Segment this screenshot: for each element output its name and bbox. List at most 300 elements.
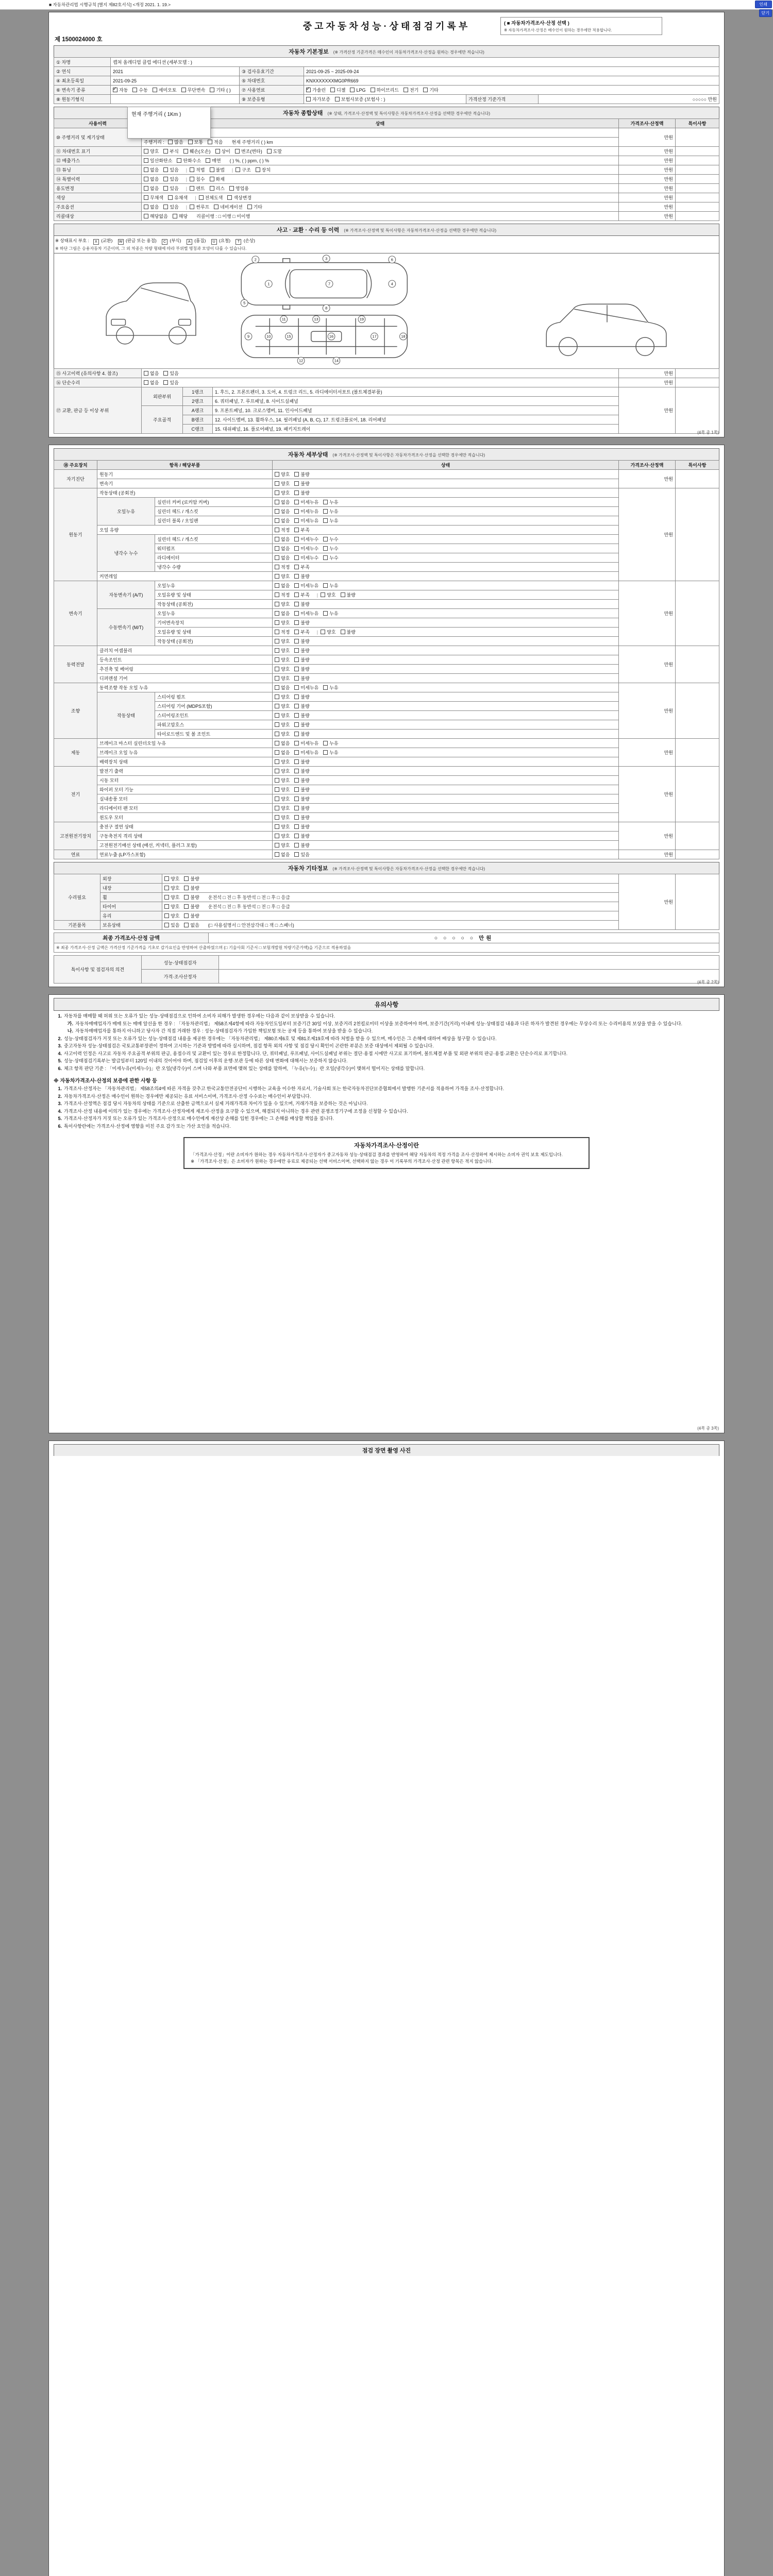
checkbox-option[interactable] bbox=[113, 87, 128, 93]
checkbox-option[interactable] bbox=[144, 148, 159, 155]
checkbox-option[interactable] bbox=[184, 912, 199, 919]
checkbox-option[interactable] bbox=[275, 480, 290, 487]
checkbox-option[interactable] bbox=[350, 88, 365, 93]
checkbox-option[interactable] bbox=[323, 499, 338, 505]
checkbox-option[interactable] bbox=[256, 166, 271, 173]
checkbox[interactable] bbox=[275, 778, 279, 783]
checkbox[interactable] bbox=[190, 177, 194, 181]
checkbox-option[interactable] bbox=[404, 87, 418, 93]
checkbox[interactable] bbox=[275, 472, 279, 477]
checkbox-option[interactable] bbox=[275, 703, 290, 709]
checkbox-option[interactable] bbox=[206, 157, 221, 164]
checkbox[interactable] bbox=[294, 676, 299, 681]
checkbox[interactable] bbox=[350, 88, 355, 92]
checkbox-option[interactable] bbox=[164, 894, 179, 901]
checkbox-option[interactable] bbox=[294, 610, 318, 617]
checkbox[interactable] bbox=[275, 537, 279, 541]
checkbox-option[interactable] bbox=[294, 740, 318, 747]
checkbox[interactable] bbox=[294, 796, 299, 801]
checkbox-option[interactable] bbox=[144, 157, 172, 164]
checkbox[interactable] bbox=[294, 583, 299, 588]
checkbox[interactable] bbox=[113, 88, 117, 92]
checkbox[interactable] bbox=[275, 750, 279, 755]
checkbox-option[interactable] bbox=[190, 176, 205, 182]
checkbox[interactable] bbox=[267, 149, 272, 154]
checkbox[interactable] bbox=[163, 205, 168, 209]
checkbox[interactable] bbox=[294, 602, 299, 606]
checkbox-option[interactable] bbox=[153, 87, 177, 93]
checkbox[interactable] bbox=[275, 732, 279, 736]
checkbox-option[interactable] bbox=[294, 768, 309, 774]
checkbox-option[interactable] bbox=[294, 758, 309, 765]
checkbox[interactable] bbox=[275, 620, 279, 625]
checkbox[interactable] bbox=[215, 149, 220, 154]
checkbox-option[interactable] bbox=[294, 629, 309, 635]
checkbox[interactable] bbox=[294, 509, 299, 514]
checkbox[interactable] bbox=[294, 620, 299, 625]
checkbox-option[interactable] bbox=[275, 508, 290, 515]
checkbox[interactable] bbox=[294, 722, 299, 727]
checkbox[interactable] bbox=[210, 186, 214, 191]
checkbox[interactable] bbox=[275, 500, 279, 504]
checkbox-option[interactable] bbox=[294, 619, 309, 626]
checkbox-option[interactable] bbox=[294, 823, 309, 830]
checkbox-option[interactable] bbox=[190, 204, 209, 210]
checkbox[interactable] bbox=[275, 583, 279, 588]
checkbox-option[interactable] bbox=[294, 471, 309, 478]
checkbox-option[interactable] bbox=[173, 213, 188, 219]
checkbox-option[interactable] bbox=[163, 148, 178, 155]
checkbox[interactable] bbox=[164, 923, 169, 927]
checkbox[interactable] bbox=[144, 205, 148, 209]
checkbox[interactable] bbox=[335, 97, 340, 101]
checkbox[interactable] bbox=[184, 923, 189, 927]
checkbox[interactable] bbox=[164, 886, 169, 890]
checkbox[interactable] bbox=[294, 500, 299, 504]
checkbox-option[interactable] bbox=[168, 139, 183, 145]
checkbox-option[interactable] bbox=[275, 517, 290, 524]
checkbox-option[interactable] bbox=[323, 749, 338, 756]
checkbox-option[interactable] bbox=[144, 194, 163, 201]
checkbox-option[interactable] bbox=[294, 786, 309, 793]
checkbox-option[interactable] bbox=[227, 194, 251, 201]
checkbox[interactable] bbox=[163, 380, 168, 385]
checkbox-option[interactable] bbox=[294, 517, 318, 524]
checkbox[interactable] bbox=[294, 694, 299, 699]
checkbox[interactable] bbox=[294, 750, 299, 755]
checkbox[interactable] bbox=[323, 500, 328, 504]
checkbox-option[interactable] bbox=[184, 903, 199, 910]
checkbox-option[interactable] bbox=[321, 629, 335, 635]
checkbox-option[interactable] bbox=[423, 87, 438, 93]
checkbox-option[interactable] bbox=[275, 527, 290, 533]
checkbox[interactable] bbox=[173, 214, 177, 218]
checkbox[interactable] bbox=[256, 167, 260, 172]
checkbox-option[interactable] bbox=[294, 833, 309, 839]
checkbox[interactable] bbox=[294, 713, 299, 718]
checkbox[interactable] bbox=[275, 602, 279, 606]
checkbox-option[interactable] bbox=[275, 749, 290, 756]
checkbox-option[interactable] bbox=[214, 204, 242, 210]
checkbox[interactable] bbox=[190, 205, 194, 209]
checkbox-option[interactable] bbox=[275, 795, 290, 802]
checkbox-option[interactable] bbox=[236, 166, 250, 173]
checkbox-option[interactable] bbox=[275, 610, 290, 617]
checkbox[interactable] bbox=[423, 88, 428, 92]
checkbox-option[interactable] bbox=[210, 166, 225, 173]
checkbox[interactable] bbox=[294, 824, 299, 829]
checkbox-option[interactable] bbox=[132, 87, 147, 93]
checkbox[interactable] bbox=[164, 895, 169, 900]
checkbox-option[interactable] bbox=[323, 517, 338, 524]
checkbox[interactable] bbox=[163, 177, 168, 181]
checkbox[interactable] bbox=[294, 778, 299, 783]
checkbox[interactable] bbox=[323, 583, 328, 588]
checkbox[interactable] bbox=[294, 843, 299, 848]
checkbox-option[interactable] bbox=[275, 833, 290, 839]
checkbox-option[interactable] bbox=[275, 545, 290, 552]
checkbox-option[interactable] bbox=[294, 805, 309, 811]
checkbox-option[interactable] bbox=[294, 814, 309, 821]
checkbox-option[interactable] bbox=[294, 527, 309, 533]
checkbox-option[interactable] bbox=[163, 176, 178, 182]
checkbox-option[interactable] bbox=[275, 564, 290, 570]
checkbox-option[interactable] bbox=[275, 489, 290, 496]
checkbox-option[interactable] bbox=[275, 805, 290, 811]
checkbox[interactable] bbox=[188, 140, 193, 144]
checkbox-option[interactable] bbox=[190, 185, 205, 192]
checkbox[interactable] bbox=[275, 806, 279, 810]
checkbox[interactable] bbox=[275, 769, 279, 773]
checkbox-option[interactable] bbox=[294, 693, 309, 700]
checkbox-option[interactable] bbox=[294, 795, 309, 802]
checkbox[interactable] bbox=[184, 876, 189, 881]
checkbox-option[interactable] bbox=[294, 499, 318, 505]
checkbox-option[interactable] bbox=[199, 194, 223, 201]
checkbox[interactable] bbox=[294, 490, 299, 495]
checkbox-option[interactable] bbox=[164, 885, 179, 891]
checkbox[interactable] bbox=[321, 592, 325, 597]
checkbox[interactable] bbox=[404, 88, 408, 92]
checkbox-option[interactable] bbox=[275, 601, 290, 607]
checkbox[interactable] bbox=[321, 630, 325, 634]
checkbox-option[interactable] bbox=[144, 176, 159, 182]
checkbox-option[interactable] bbox=[275, 712, 290, 719]
checkbox[interactable] bbox=[294, 481, 299, 486]
checkbox-option[interactable] bbox=[144, 213, 168, 219]
checkbox[interactable] bbox=[275, 824, 279, 829]
checkbox[interactable] bbox=[330, 88, 335, 92]
checkbox-option[interactable] bbox=[275, 814, 290, 821]
checkbox[interactable] bbox=[275, 648, 279, 653]
checkbox-option[interactable] bbox=[275, 554, 290, 561]
checkbox-option[interactable] bbox=[275, 823, 290, 830]
checkbox[interactable] bbox=[341, 592, 345, 597]
close-button[interactable]: 닫기 bbox=[759, 9, 772, 17]
checkbox-option[interactable] bbox=[208, 139, 223, 145]
checkbox-option[interactable] bbox=[164, 875, 179, 882]
checkbox[interactable] bbox=[323, 741, 328, 745]
checkbox[interactable] bbox=[199, 195, 204, 200]
checkbox[interactable] bbox=[229, 186, 234, 191]
checkbox[interactable] bbox=[294, 565, 299, 569]
checkbox-option[interactable] bbox=[323, 684, 338, 691]
checkbox[interactable] bbox=[275, 815, 279, 820]
checkbox-option[interactable] bbox=[275, 684, 290, 691]
checkbox[interactable] bbox=[294, 741, 299, 745]
checkbox-option[interactable] bbox=[163, 185, 178, 192]
checkbox-option[interactable] bbox=[267, 148, 282, 155]
checkbox[interactable] bbox=[184, 904, 189, 909]
checkbox[interactable] bbox=[168, 195, 173, 200]
checkbox-option[interactable] bbox=[275, 721, 290, 728]
checkbox[interactable] bbox=[275, 639, 279, 643]
checkbox-option[interactable] bbox=[177, 157, 201, 164]
checkbox-option[interactable] bbox=[294, 564, 309, 570]
checkbox-option[interactable] bbox=[306, 96, 330, 103]
checkbox-option[interactable] bbox=[275, 499, 290, 505]
checkbox[interactable] bbox=[144, 214, 148, 218]
checkbox-option[interactable] bbox=[294, 712, 309, 719]
checkbox-option[interactable] bbox=[294, 675, 309, 682]
checkbox[interactable] bbox=[323, 546, 328, 551]
checkbox-option[interactable] bbox=[294, 591, 309, 598]
checkbox[interactable] bbox=[144, 167, 148, 172]
checkbox-option[interactable] bbox=[164, 922, 179, 928]
checkbox[interactable] bbox=[294, 667, 299, 671]
checkbox-option[interactable] bbox=[181, 87, 206, 93]
checkbox[interactable] bbox=[181, 88, 186, 92]
checkbox[interactable] bbox=[275, 528, 279, 532]
checkbox[interactable] bbox=[275, 592, 279, 597]
checkbox[interactable] bbox=[227, 195, 232, 200]
checkbox[interactable] bbox=[177, 158, 181, 163]
checkbox[interactable] bbox=[275, 852, 279, 857]
checkbox[interactable] bbox=[323, 555, 328, 560]
checkbox[interactable] bbox=[275, 667, 279, 671]
checkbox[interactable] bbox=[371, 88, 375, 92]
checkbox[interactable] bbox=[163, 186, 168, 191]
checkbox[interactable] bbox=[144, 149, 148, 154]
checkbox-option[interactable] bbox=[294, 851, 309, 858]
print-button[interactable]: 인쇄 bbox=[755, 1, 772, 8]
price-survey-select-label[interactable]: ( ■ 자동차가격조사·산정 선택 ) bbox=[504, 21, 569, 26]
checkbox[interactable] bbox=[275, 574, 279, 579]
checkbox-option[interactable] bbox=[247, 204, 262, 210]
checkbox[interactable] bbox=[144, 380, 148, 385]
checkbox[interactable] bbox=[294, 759, 299, 764]
checkbox-option[interactable] bbox=[275, 591, 290, 598]
checkbox-option[interactable] bbox=[210, 87, 230, 93]
checkbox[interactable] bbox=[294, 546, 299, 551]
checkbox-option[interactable] bbox=[210, 176, 225, 182]
checkbox-option[interactable] bbox=[275, 582, 290, 589]
checkbox[interactable] bbox=[275, 676, 279, 681]
checkbox[interactable] bbox=[183, 149, 188, 154]
checkbox-option[interactable] bbox=[294, 536, 318, 543]
checkbox-option[interactable] bbox=[341, 591, 356, 598]
checkbox[interactable] bbox=[190, 167, 194, 172]
checkbox[interactable] bbox=[275, 722, 279, 727]
checkbox[interactable] bbox=[294, 769, 299, 773]
checkbox[interactable] bbox=[294, 704, 299, 708]
checkbox[interactable] bbox=[275, 518, 279, 523]
checkbox[interactable] bbox=[323, 611, 328, 616]
checkbox[interactable] bbox=[294, 555, 299, 560]
checkbox[interactable] bbox=[275, 704, 279, 708]
checkbox[interactable] bbox=[275, 630, 279, 634]
checkbox-option[interactable] bbox=[275, 647, 290, 654]
checkbox[interactable] bbox=[275, 481, 279, 486]
checkbox[interactable] bbox=[190, 186, 194, 191]
checkbox-option[interactable] bbox=[184, 875, 199, 882]
checkbox-option[interactable] bbox=[294, 582, 318, 589]
checkbox-option[interactable] bbox=[323, 740, 338, 747]
checkbox-option[interactable] bbox=[275, 573, 290, 580]
checkbox[interactable] bbox=[341, 630, 345, 634]
checkbox[interactable] bbox=[294, 574, 299, 579]
checkbox-option[interactable] bbox=[294, 508, 318, 515]
checkbox[interactable] bbox=[275, 834, 279, 838]
checkbox-option[interactable] bbox=[183, 148, 211, 155]
checkbox[interactable] bbox=[294, 852, 299, 857]
checkbox[interactable] bbox=[144, 371, 148, 376]
checkbox[interactable] bbox=[275, 490, 279, 495]
checkbox[interactable] bbox=[275, 555, 279, 560]
checkbox-option[interactable] bbox=[163, 379, 178, 386]
checkbox-option[interactable] bbox=[144, 379, 159, 386]
checkbox[interactable] bbox=[164, 876, 169, 881]
checkbox[interactable] bbox=[294, 657, 299, 662]
checkbox-option[interactable] bbox=[294, 777, 309, 784]
checkbox-option[interactable] bbox=[294, 601, 309, 607]
checkbox-option[interactable] bbox=[235, 148, 262, 155]
checkbox-option[interactable] bbox=[275, 656, 290, 663]
checkbox[interactable] bbox=[275, 694, 279, 699]
checkbox-option[interactable] bbox=[294, 703, 309, 709]
checkbox-option[interactable] bbox=[323, 554, 338, 561]
checkbox-option[interactable] bbox=[163, 370, 178, 377]
checkbox[interactable] bbox=[144, 177, 148, 181]
checkbox-option[interactable] bbox=[294, 638, 309, 645]
checkbox[interactable] bbox=[275, 565, 279, 569]
checkbox-option[interactable] bbox=[275, 693, 290, 700]
checkbox-option[interactable] bbox=[275, 619, 290, 626]
checkbox[interactable] bbox=[275, 741, 279, 745]
checkbox-option[interactable] bbox=[306, 87, 326, 93]
checkbox-option[interactable] bbox=[330, 87, 345, 93]
checkbox[interactable] bbox=[294, 834, 299, 838]
checkbox[interactable] bbox=[294, 732, 299, 736]
checkbox-option[interactable] bbox=[294, 842, 309, 849]
checkbox[interactable] bbox=[294, 787, 299, 792]
checkbox-option[interactable] bbox=[323, 508, 338, 515]
checkbox-option[interactable] bbox=[294, 666, 309, 672]
checkbox[interactable] bbox=[210, 88, 214, 92]
checkbox-option[interactable] bbox=[275, 777, 290, 784]
checkbox[interactable] bbox=[275, 796, 279, 801]
checkbox-option[interactable] bbox=[294, 480, 309, 487]
checkbox-option[interactable] bbox=[275, 768, 290, 774]
checkbox[interactable] bbox=[323, 509, 328, 514]
checkbox-option[interactable] bbox=[188, 139, 203, 145]
checkbox-option[interactable] bbox=[275, 740, 290, 747]
checkbox-option[interactable] bbox=[294, 647, 309, 654]
checkbox[interactable] bbox=[323, 518, 328, 523]
checkbox[interactable] bbox=[247, 205, 252, 209]
checkbox[interactable] bbox=[294, 472, 299, 477]
checkbox-option[interactable] bbox=[190, 166, 205, 173]
checkbox-option[interactable] bbox=[210, 185, 225, 192]
checkbox-option[interactable] bbox=[294, 554, 318, 561]
checkbox[interactable] bbox=[294, 611, 299, 616]
checkbox-option[interactable] bbox=[341, 629, 356, 635]
checkbox[interactable] bbox=[275, 509, 279, 514]
checkbox[interactable] bbox=[163, 149, 168, 154]
checkbox-option[interactable] bbox=[275, 471, 290, 478]
checkbox-option[interactable] bbox=[275, 851, 290, 858]
checkbox-option[interactable] bbox=[163, 166, 178, 173]
checkbox[interactable] bbox=[306, 88, 311, 92]
checkbox[interactable] bbox=[323, 537, 328, 541]
checkbox-option[interactable] bbox=[168, 194, 188, 201]
checkbox[interactable] bbox=[164, 904, 169, 909]
checkbox[interactable] bbox=[294, 815, 299, 820]
checkbox[interactable] bbox=[163, 371, 168, 376]
checkbox-option[interactable] bbox=[275, 629, 290, 635]
checkbox-option[interactable] bbox=[323, 610, 338, 617]
checkbox[interactable] bbox=[153, 88, 157, 92]
checkbox[interactable] bbox=[294, 537, 299, 541]
checkbox-option[interactable] bbox=[294, 656, 309, 663]
checkbox[interactable] bbox=[168, 140, 173, 144]
checkbox-option[interactable] bbox=[294, 749, 318, 756]
checkbox-option[interactable] bbox=[164, 912, 179, 919]
checkbox-option[interactable] bbox=[164, 903, 179, 910]
checkbox-option[interactable] bbox=[275, 666, 290, 672]
checkbox-option[interactable] bbox=[144, 185, 159, 192]
checkbox-option[interactable] bbox=[323, 582, 338, 589]
checkbox[interactable] bbox=[144, 158, 148, 163]
checkbox[interactable] bbox=[144, 195, 148, 200]
checkbox-option[interactable] bbox=[275, 842, 290, 849]
checkbox[interactable] bbox=[164, 913, 169, 918]
checkbox-option[interactable] bbox=[371, 87, 399, 93]
checkbox[interactable] bbox=[144, 186, 148, 191]
checkbox[interactable] bbox=[132, 88, 137, 92]
checkbox-option[interactable] bbox=[184, 885, 199, 891]
checkbox-option[interactable] bbox=[294, 545, 318, 552]
checkbox[interactable] bbox=[236, 167, 240, 172]
checkbox-option[interactable] bbox=[294, 721, 309, 728]
checkbox[interactable] bbox=[235, 149, 240, 154]
checkbox-option[interactable] bbox=[215, 148, 230, 155]
checkbox[interactable] bbox=[294, 639, 299, 643]
checkbox[interactable] bbox=[294, 685, 299, 690]
checkbox-option[interactable] bbox=[323, 545, 338, 552]
checkbox-option[interactable] bbox=[144, 204, 159, 210]
checkbox[interactable] bbox=[275, 657, 279, 662]
checkbox-option[interactable] bbox=[321, 591, 335, 598]
checkbox[interactable] bbox=[294, 630, 299, 634]
checkbox-option[interactable] bbox=[275, 675, 290, 682]
checkbox[interactable] bbox=[323, 750, 328, 755]
checkbox-option[interactable] bbox=[275, 758, 290, 765]
checkbox[interactable] bbox=[275, 759, 279, 764]
checkbox[interactable] bbox=[294, 648, 299, 653]
checkbox[interactable] bbox=[306, 97, 311, 101]
checkbox-option[interactable] bbox=[184, 922, 199, 928]
